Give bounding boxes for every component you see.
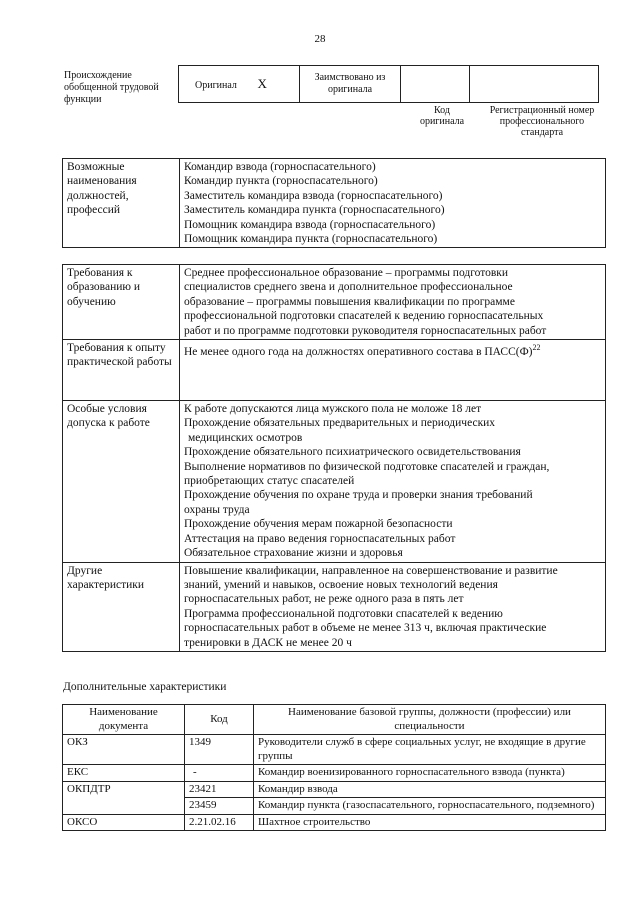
- row-code: 23459: [185, 798, 254, 815]
- other-line: Программа профессиональной подготовки спасателей к ведению: [184, 607, 503, 620]
- special-line: Прохождение обязательного психиатрического освидетельствования: [184, 446, 521, 459]
- requirements-table: [62, 264, 606, 652]
- education-line: Среднее профессиональное образование – программы подготовки: [184, 267, 509, 279]
- row-name: Шахтное строительство: [254, 814, 606, 831]
- experience-text: [180, 340, 606, 401]
- special-line: Выполнение нормативов по физической подготовке спасателей и граждан,: [184, 460, 550, 473]
- other-line: Повышение квалификации, направленное на совершенствование и развитие: [184, 564, 558, 577]
- row-code: -: [185, 765, 254, 782]
- special-line: Прохождение обучения мерам пожарной безопасности: [184, 518, 453, 531]
- row-code: 23421: [185, 781, 254, 798]
- origin-table: [178, 65, 599, 103]
- original-mark: X: [257, 76, 267, 91]
- position-item: Заместитель командира взвода (горноспасательного): [184, 189, 443, 202]
- header-code: Код: [185, 705, 254, 735]
- experience-label: Требования к опыту практической работы: [63, 340, 180, 401]
- education-line: работ и по программе подготовки руководителя горноспасательных работ: [184, 324, 547, 337]
- table-row: [63, 735, 606, 765]
- original-cell: [179, 66, 300, 103]
- table-row: [63, 781, 606, 798]
- special-line: медицинских осмотров: [188, 431, 303, 444]
- position-item: Помощник командира пункта (горноспасательного): [184, 233, 438, 246]
- other-line: горноспасательных работ в объеме не менее 313 ч, включая практические: [184, 622, 547, 635]
- education-line: образование – программы повышения квалификации по программе: [184, 295, 515, 308]
- special-line: Обязательное страхование жизни и здоровья: [184, 547, 403, 560]
- row-document: ОКПДТР: [63, 781, 185, 814]
- reg-number-cell: [470, 66, 599, 103]
- row-name: Руководители служб в сфере социальных услуг, не входящие в другие группы: [254, 735, 606, 765]
- education-text: [180, 265, 606, 340]
- row-name: Командир взвода: [254, 781, 606, 798]
- row-document: ОКЗ: [63, 735, 185, 765]
- special-line: К работе допускаются лица мужского пола не моложе 18 лет: [184, 403, 482, 416]
- code-original-cell: [401, 66, 470, 103]
- header-document: Наименование документа: [63, 705, 185, 735]
- other-characteristics-label: Другие характеристики: [63, 562, 180, 651]
- extra-characteristics-title: Дополнительные характеристики: [63, 681, 227, 693]
- page-number: 28: [314, 33, 326, 45]
- row-document: ОКСО: [63, 814, 185, 831]
- other-line: знаний, умений и навыков, освоение новых технологий ведения: [184, 578, 498, 591]
- row-name: Командир военизированного горноспасательного взвода (пункта): [254, 765, 606, 782]
- special-line: Прохождение обязательных предварительных и периодических: [184, 417, 496, 430]
- special-line: Аттестация на право ведения горноспасательных работ: [184, 532, 456, 545]
- experience-value: Не менее одного года на должностях оперативного состава в ПАСС(Ф): [184, 345, 533, 358]
- position-item: Командир взвода (горноспасательного): [184, 161, 376, 173]
- education-line: профессиональной подготовки спасателей к ведению горноспасательных: [184, 310, 544, 323]
- header-name: Наименование базовой группы, должности (профессии) или специальности: [254, 705, 606, 735]
- position-item: Командир пункта (горноспасательного): [184, 175, 378, 188]
- row-code: 2.21.02.16: [185, 814, 254, 831]
- code-original-caption: Код оригинала: [419, 105, 465, 127]
- special-line: приобретающих статус спасателей: [184, 475, 355, 488]
- extra-characteristics-table: [62, 704, 606, 831]
- row-code: 1349: [185, 735, 254, 765]
- borrowed-label: Заимствовано из оригинала: [300, 66, 401, 103]
- reg-number-caption: Регистрационный номер профессионального стандарта: [489, 105, 595, 138]
- positions-table: [62, 158, 606, 248]
- education-label: Требования к образованию и обучению: [63, 265, 180, 340]
- education-line: специалистов среднего звена и дополнительное профессиональное: [184, 281, 513, 294]
- special-conditions-text: [180, 401, 606, 562]
- special-line: Прохождение обучения по охране труда и проверки знания требований: [184, 489, 533, 502]
- other-characteristics-text: [180, 562, 606, 651]
- position-item: Заместитель командира пункта (горноспасательного): [184, 204, 445, 217]
- original-label: Оригинал: [195, 80, 237, 91]
- row-name: Командир пункта (газоспасательного, горноспасательного, подземного): [254, 798, 606, 815]
- footnote-ref: 22: [532, 343, 541, 353]
- table-row: [63, 765, 606, 782]
- positions-list: [180, 159, 606, 248]
- position-item: Помощник командира взвода (горноспасательного): [184, 218, 436, 231]
- origin-label: Происхождение обобщенной трудовой функции: [64, 70, 159, 105]
- special-line: охраны труда: [184, 503, 250, 516]
- table-row: [63, 814, 606, 831]
- special-conditions-label: Особые условия допуска к работе: [63, 401, 180, 562]
- positions-label: Возможные наименования должностей, профессий: [63, 159, 180, 248]
- other-line: горноспасательных работ, не реже одного раза в пять лет: [184, 593, 464, 606]
- row-document: ЕКС: [63, 765, 185, 782]
- other-line: тренировки в ДАСК не менее 20 ч: [184, 636, 352, 649]
